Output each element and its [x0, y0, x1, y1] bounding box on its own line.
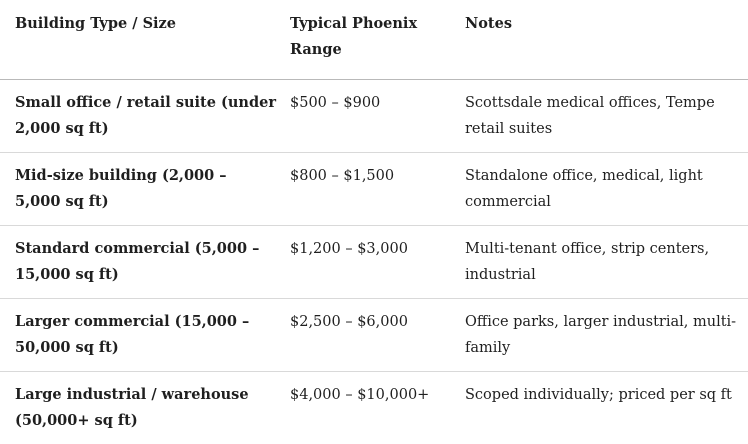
- notes-cell: Standalone office, medical, light commercial: [457, 153, 748, 226]
- building-type-cell: Small office / retail suite (under 2,000 sq ft): [0, 80, 290, 153]
- table-row: [0, 299, 748, 372]
- notes-cell: Office parks, larger industrial, multi-family: [457, 299, 748, 372]
- header-row: [0, 0, 748, 80]
- header-notes: Notes: [457, 0, 748, 80]
- notes-cell: Scottsdale medical offices, Tempe retail suites: [457, 80, 748, 153]
- building-type-cell: Mid-size building (2,000 – 5,000 sq ft): [0, 153, 290, 226]
- header-phoenix-range: Typical Phoenix Range: [290, 0, 457, 80]
- building-type-cell: Standard commercial (5,000 – 15,000 sq ft): [0, 226, 290, 299]
- table-row: [0, 372, 748, 444]
- building-type-cell: Large industrial / warehouse (50,000+ sq ft): [0, 372, 290, 444]
- price-range-cell: $1,200 – $3,000: [290, 226, 457, 299]
- table-body: [0, 80, 748, 444]
- notes-cell: Scoped individually; priced per sq ft: [457, 372, 748, 444]
- price-range-cell: $500 – $900: [290, 80, 457, 153]
- price-range-cell: $800 – $1,500: [290, 153, 457, 226]
- table-row: [0, 226, 748, 299]
- header-building-type: Building Type / Size: [0, 0, 290, 80]
- table-header: [0, 0, 748, 80]
- price-range-cell: $2,500 – $6,000: [290, 299, 457, 372]
- price-range-cell: $4,000 – $10,000+: [290, 372, 457, 444]
- table-row: [0, 153, 748, 226]
- notes-cell: Multi-tenant office, strip centers, industrial: [457, 226, 748, 299]
- building-type-cell: Larger commercial (15,000 – 50,000 sq ft): [0, 299, 290, 372]
- table-row: [0, 80, 748, 153]
